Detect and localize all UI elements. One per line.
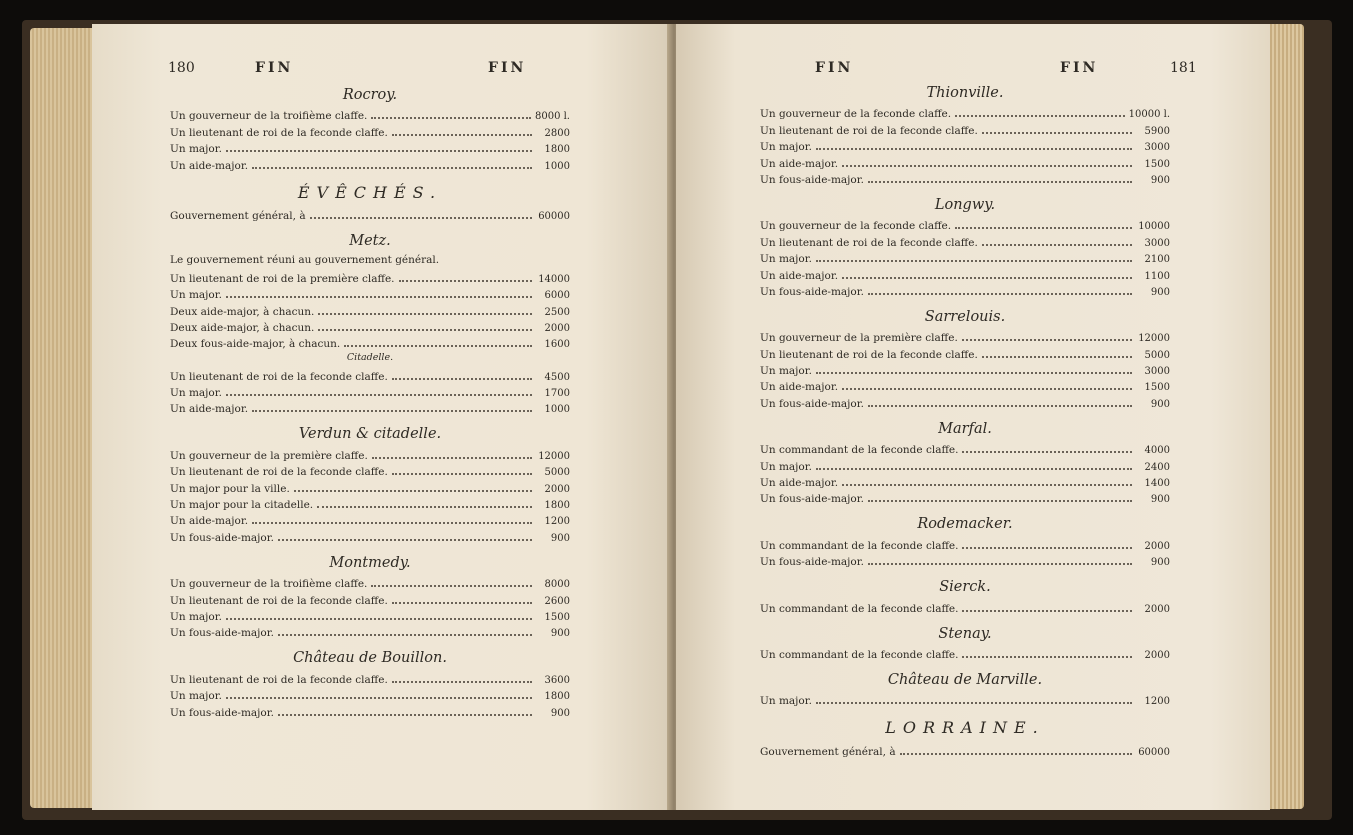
- list-item: Un aide-major. 1200: [170, 511, 570, 527]
- right-column: [760, 82, 1170, 758]
- list-item: Un fous-aide-major. 900: [760, 170, 1170, 186]
- list-item: Un lieutenant de roi de la feconde claffe. 3000: [760, 232, 1170, 248]
- list-item: Un gouverneur de la troifième claffe. 8000 l.: [170, 106, 570, 122]
- list-item: Deux aide-major, à chacun. 2000: [170, 318, 570, 334]
- list-item: Un major pour la ville. 2000: [170, 478, 570, 494]
- list-item: Un commandant de la feconde claffe. 2000: [760, 598, 1170, 614]
- list-item: Un major. 6000: [170, 285, 570, 301]
- list-item: Un gouverneur de la troifième claffe. 8000: [170, 574, 570, 590]
- list-item: Un fous-aide-major. 900: [760, 489, 1170, 505]
- list-item: Un fous-aide-major. 900: [760, 393, 1170, 409]
- section-title-montmedy: Montmedy.: [329, 554, 411, 571]
- right-running-head-2: FIN: [1060, 60, 1099, 76]
- section-title-sierck: Sierck.: [939, 579, 991, 596]
- list-item: Un fous-aide-major. 900: [760, 552, 1170, 568]
- section-title-marsal: Marfal.: [938, 420, 992, 437]
- list-item: Un gouverneur de la feconde claffe. 10000: [760, 216, 1170, 232]
- section-title-sarrelouis: Sarrelouis.: [924, 308, 1006, 325]
- list-item: Un aide-major. 1500: [760, 377, 1170, 393]
- list-item: Un lieutenant de roi de la feconde claffe. 3600: [170, 669, 570, 685]
- list-item: Un lieutenant de roi de la première claffe. 14000: [170, 268, 570, 284]
- list-item: Un lieutenant de roi de la feconde claffe. 2600: [170, 590, 570, 606]
- right-running-head-1: FIN: [815, 60, 854, 76]
- page-edges-left: [30, 28, 96, 808]
- section-title-bouillon: Château de Bouillon.: [293, 650, 447, 667]
- list-item: Deux fous-aide-major, à chacun. 1600: [170, 334, 570, 350]
- list-item: Un major. 1800: [170, 139, 570, 155]
- list-item: Un lieutenant de roi de la feconde claffe. 5000: [760, 344, 1170, 360]
- list-item: Un major. 2400: [760, 456, 1170, 472]
- list-item: Un fous-aide-major. 900: [170, 623, 570, 639]
- list-item: Un commandant de la feconde claffe. 4000: [760, 440, 1170, 456]
- left-running-head-1: FIN: [255, 60, 294, 76]
- page-edges-right: [1268, 24, 1304, 809]
- list-item: Un aide-major. 1400: [760, 473, 1170, 489]
- list-item: Un fous-aide-major. 900: [760, 282, 1170, 298]
- section-title-verdun: Verdun & citadelle.: [298, 426, 442, 443]
- section-title-lorraine: LORRAINE.: [885, 718, 1045, 738]
- list-item: Un fous-aide-major. 900: [170, 527, 570, 543]
- section-title-rocroy: Rocroy.: [342, 87, 398, 103]
- list-item: Un major. 2100: [760, 249, 1170, 265]
- list-item: Deux aide-major, à chacun. 2500: [170, 301, 570, 317]
- list-item: Un aide-major. 1500: [760, 153, 1170, 169]
- list-item: Un aide-major. 1100: [760, 265, 1170, 281]
- list-item: Gouvernement général, à 60000: [760, 741, 1170, 757]
- list-item: Un gouverneur de la feconde claffe. 10000 l.: [760, 104, 1170, 120]
- metz-note: Le gouvernement réuni au gouvernement général.: [170, 253, 440, 266]
- left-column: [170, 84, 570, 719]
- list-item: Gouvernement général, à 60000: [170, 206, 570, 222]
- list-item: Un major. 1800: [170, 686, 570, 702]
- list-item: Un major pour la citadelle. 1800: [170, 495, 570, 511]
- list-item: Un lieutenant de roi de la feconde claffe. 5000: [170, 462, 570, 478]
- section-title-stenay: Stenay.: [938, 625, 992, 642]
- list-item: Un lieutenant de roi de la feconde claffe. 4500: [170, 366, 570, 382]
- left-running-head-2: FIN: [488, 60, 527, 76]
- list-item: Un commandant de la feconde claffe. 2000: [760, 535, 1170, 551]
- section-title-longwy: Longwy.: [934, 196, 996, 213]
- right-page-number: 181: [1170, 60, 1197, 76]
- section-title-metz: Metz.: [349, 232, 391, 249]
- list-item: Un major. 3000: [760, 361, 1170, 377]
- list-item: Un major. 1500: [170, 607, 570, 623]
- list-item: Un fous-aide-major. 900: [170, 702, 570, 718]
- list-item: Un lieutenant de roi de la feconde claffe. 2800: [170, 122, 570, 138]
- section-title-rodemacker: Rodemacker.: [917, 516, 1013, 533]
- list-item: Un aide-major. 1000: [170, 399, 570, 415]
- section-subtitle-citadelle: Citadelle.: [346, 352, 394, 364]
- list-item: Un lieutenant de roi de la feconde claffe. 5900: [760, 120, 1170, 136]
- section-rocroy: [170, 106, 570, 172]
- section-title-marville: Château de Marville.: [887, 671, 1043, 688]
- list-item: Un major. 3000: [760, 137, 1170, 153]
- left-page-number: 180: [168, 60, 195, 76]
- list-item: Un gouverneur de la première claffe. 12000: [170, 445, 570, 461]
- list-item: Un major. 1700: [170, 383, 570, 399]
- list-item: Un gouverneur de la première claffe. 12000: [760, 328, 1170, 344]
- section-title-eveches: ÉVÊCHÉS.: [297, 182, 443, 202]
- list-item: Un aide-major. 1000: [170, 155, 570, 171]
- section-title-thionville: Thionville.: [926, 85, 1004, 101]
- list-item: Un commandant de la feconde claffe. 2000: [760, 645, 1170, 661]
- list-item: Un major. 1200: [760, 691, 1170, 707]
